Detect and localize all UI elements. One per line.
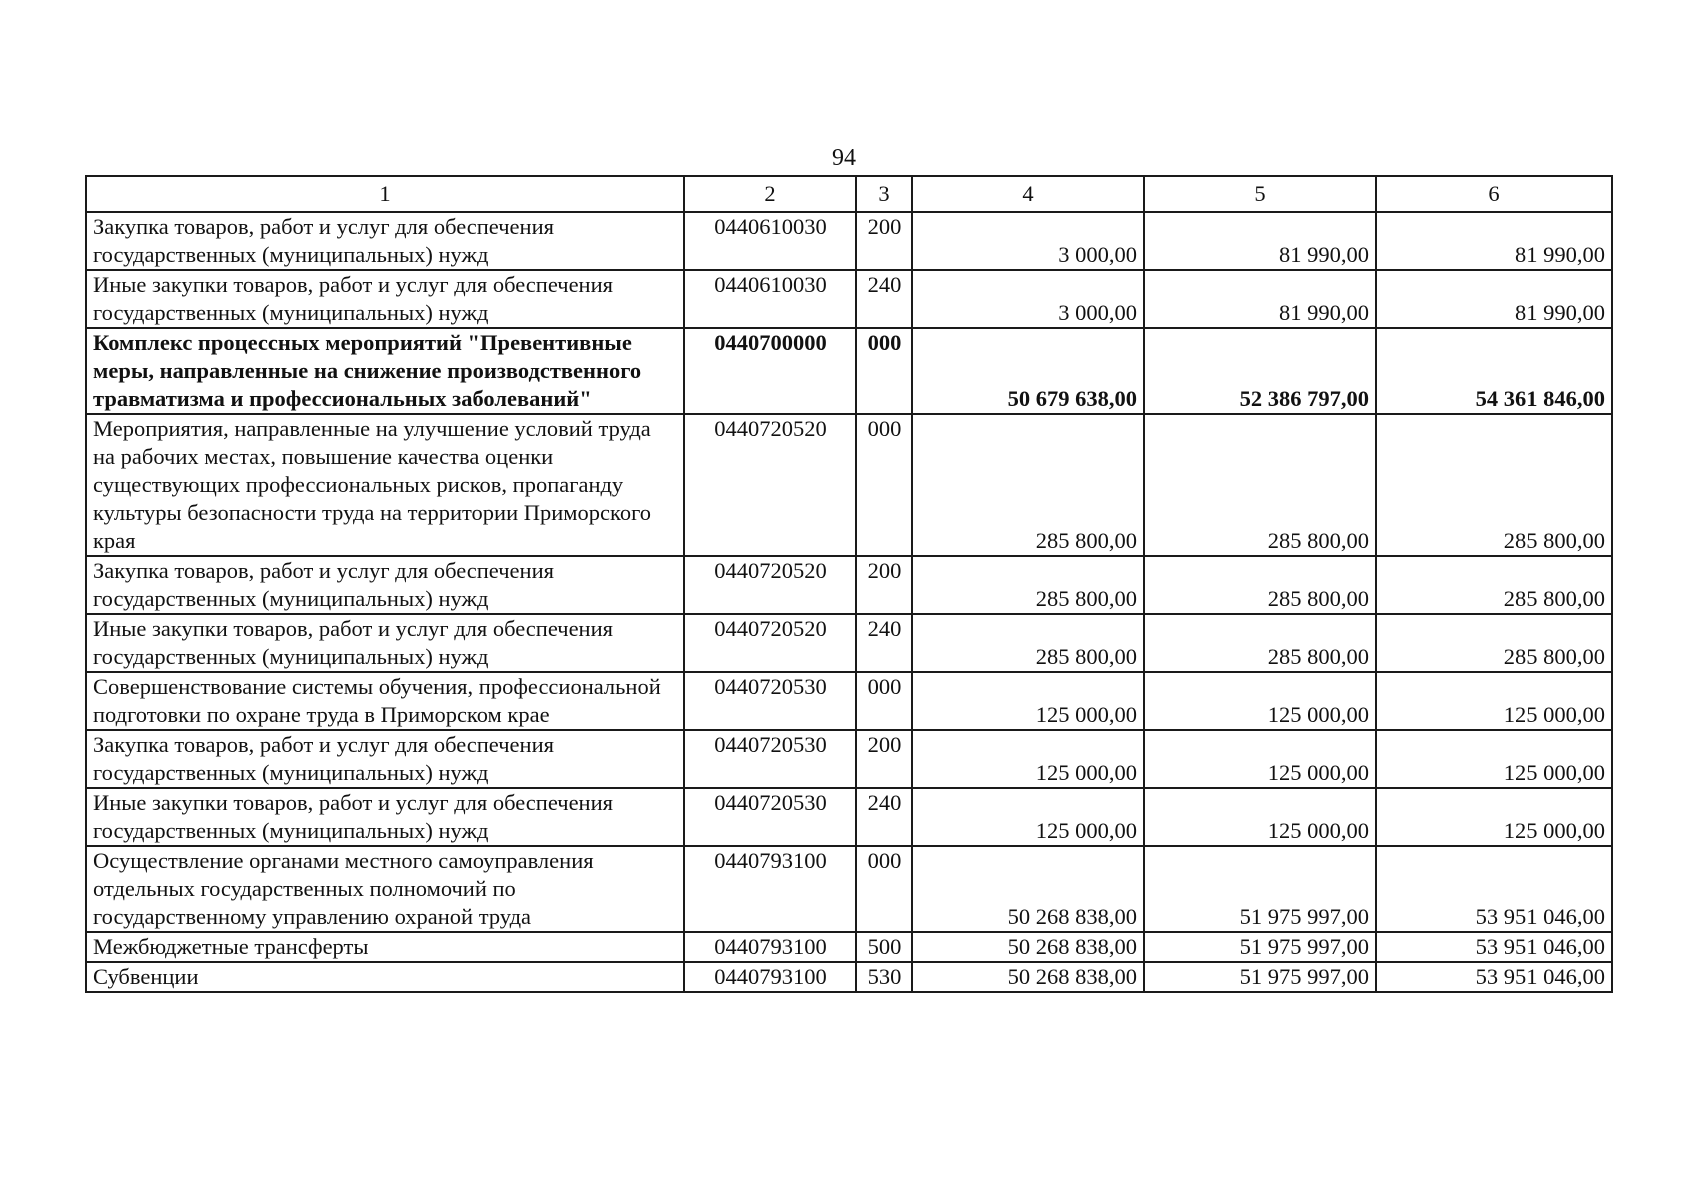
row-value-col4-cell: 285 800,00	[912, 614, 1144, 672]
header-col-3: 3	[856, 176, 912, 212]
row-kvr-cell: 000	[856, 846, 912, 932]
table-row	[86, 962, 1612, 992]
header-col-1: 1	[86, 176, 684, 212]
row-value-col5-cell: 52 386 797,00	[1144, 328, 1376, 414]
row-name-cell: Закупка товаров, работ и услуг для обеспечения государственных (муниципальных) нужд	[86, 212, 684, 270]
row-kvr-cell: 200	[856, 556, 912, 614]
row-kvr-cell: 240	[856, 788, 912, 846]
row-value-col6-cell: 285 800,00	[1376, 414, 1612, 556]
row-value-col5-cell: 51 975 997,00	[1144, 932, 1376, 962]
row-value-col6-cell: 53 951 046,00	[1376, 962, 1612, 992]
row-value-col4-cell: 50 268 838,00	[912, 932, 1144, 962]
row-value-col6-cell: 54 361 846,00	[1376, 328, 1612, 414]
row-code-cell: 0440793100	[684, 962, 856, 992]
row-value-col6-cell: 81 990,00	[1376, 270, 1612, 328]
row-value-col5-cell: 125 000,00	[1144, 788, 1376, 846]
row-kvr-cell: 200	[856, 212, 912, 270]
header-row	[86, 176, 1612, 212]
row-code-cell: 0440720530	[684, 730, 856, 788]
table-row	[86, 270, 1612, 328]
table-row	[86, 212, 1612, 270]
row-value-col4-cell: 50 268 838,00	[912, 962, 1144, 992]
row-value-col5-cell: 51 975 997,00	[1144, 962, 1376, 992]
row-value-col5-cell: 81 990,00	[1144, 270, 1376, 328]
row-name-cell: Комплекс процессных мероприятий "Превентивные меры, направленные на снижение производственного травматизма и профессиональных заболеваний"	[86, 328, 684, 414]
header-col-4: 4	[912, 176, 1144, 212]
row-kvr-cell: 000	[856, 672, 912, 730]
row-name-cell: Межбюджетные трансферты	[86, 932, 684, 962]
row-name-cell: Иные закупки товаров, работ и услуг для обеспечения государственных (муниципальных) нужд	[86, 614, 684, 672]
row-kvr-cell: 000	[856, 414, 912, 556]
row-value-col4-cell: 50 679 638,00	[912, 328, 1144, 414]
header-col-5: 5	[1144, 176, 1376, 212]
row-code-cell: 0440720530	[684, 672, 856, 730]
row-name-cell: Совершенствование системы обучения, профессиональной подготовки по охране труда в Приморском крае	[86, 672, 684, 730]
row-name-cell: Субвенции	[86, 962, 684, 992]
row-kvr-cell: 000	[856, 328, 912, 414]
row-value-col6-cell: 125 000,00	[1376, 788, 1612, 846]
row-value-col5-cell: 125 000,00	[1144, 672, 1376, 730]
row-value-col5-cell: 125 000,00	[1144, 730, 1376, 788]
row-value-col4-cell: 125 000,00	[912, 730, 1144, 788]
table-row	[86, 672, 1612, 730]
row-code-cell: 0440610030	[684, 212, 856, 270]
row-value-col5-cell: 81 990,00	[1144, 212, 1376, 270]
header-col-2: 2	[684, 176, 856, 212]
row-name-cell: Закупка товаров, работ и услуг для обеспечения государственных (муниципальных) нужд	[86, 730, 684, 788]
row-kvr-cell: 240	[856, 270, 912, 328]
row-value-col4-cell: 285 800,00	[912, 556, 1144, 614]
row-kvr-cell: 530	[856, 962, 912, 992]
row-value-col6-cell: 125 000,00	[1376, 672, 1612, 730]
row-value-col5-cell: 285 800,00	[1144, 556, 1376, 614]
row-value-col6-cell: 285 800,00	[1376, 556, 1612, 614]
row-name-cell: Закупка товаров, работ и услуг для обеспечения государственных (муниципальных) нужд	[86, 556, 684, 614]
row-kvr-cell: 500	[856, 932, 912, 962]
row-value-col4-cell: 3 000,00	[912, 270, 1144, 328]
row-value-col4-cell: 125 000,00	[912, 672, 1144, 730]
table-row	[86, 414, 1612, 556]
row-code-cell: 0440720530	[684, 788, 856, 846]
row-value-col6-cell: 53 951 046,00	[1376, 932, 1612, 962]
row-kvr-cell: 200	[856, 730, 912, 788]
row-name-cell: Иные закупки товаров, работ и услуг для обеспечения государственных (муниципальных) нужд	[86, 788, 684, 846]
row-value-col6-cell: 53 951 046,00	[1376, 846, 1612, 932]
page-number: 94	[832, 145, 856, 171]
row-name-cell: Мероприятия, направленные на улучшение условий труда на рабочих местах, повышение качества оценки существующих профессиональных рисков, пропаганду культуры безопасности труда на территории Приморского края	[86, 414, 684, 556]
budget-table	[85, 175, 1613, 993]
row-code-cell: 0440793100	[684, 932, 856, 962]
table-row	[86, 730, 1612, 788]
row-value-col5-cell: 285 800,00	[1144, 614, 1376, 672]
row-code-cell: 0440720520	[684, 414, 856, 556]
table-row	[86, 932, 1612, 962]
table-row	[86, 788, 1612, 846]
row-value-col4-cell: 50 268 838,00	[912, 846, 1144, 932]
header-col-6: 6	[1376, 176, 1612, 212]
row-value-col6-cell: 125 000,00	[1376, 730, 1612, 788]
row-code-cell: 0440720520	[684, 556, 856, 614]
row-value-col4-cell: 285 800,00	[912, 414, 1144, 556]
budget-table-body	[86, 176, 1612, 992]
row-code-cell: 0440720520	[684, 614, 856, 672]
row-value-col5-cell: 285 800,00	[1144, 414, 1376, 556]
table-row	[86, 328, 1612, 414]
table-row	[86, 556, 1612, 614]
row-name-cell: Иные закупки товаров, работ и услуг для обеспечения государственных (муниципальных) нужд	[86, 270, 684, 328]
table-row	[86, 846, 1612, 932]
row-value-col6-cell: 81 990,00	[1376, 212, 1612, 270]
row-kvr-cell: 240	[856, 614, 912, 672]
row-value-col4-cell: 125 000,00	[912, 788, 1144, 846]
row-value-col5-cell: 51 975 997,00	[1144, 846, 1376, 932]
row-value-col4-cell: 3 000,00	[912, 212, 1144, 270]
row-value-col6-cell: 285 800,00	[1376, 614, 1612, 672]
row-code-cell: 0440700000	[684, 328, 856, 414]
row-name-cell: Осуществление органами местного самоуправления отдельных государственных полномочий по государственному управлению охраной труда	[86, 846, 684, 932]
table-row	[86, 614, 1612, 672]
row-code-cell: 0440610030	[684, 270, 856, 328]
row-code-cell: 0440793100	[684, 846, 856, 932]
